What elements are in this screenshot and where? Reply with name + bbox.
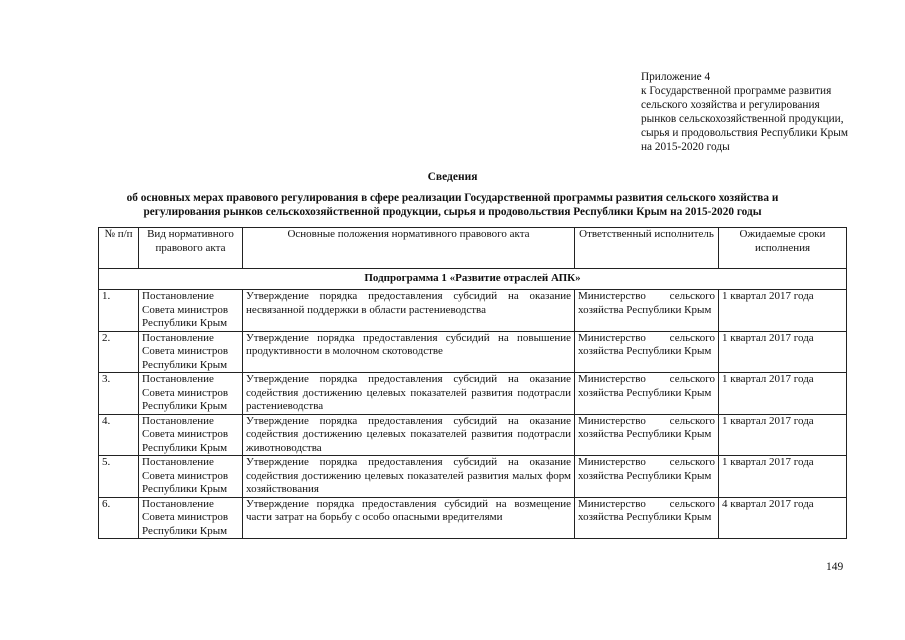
row-executor: Министерство сельского хозяйства Республики Крым xyxy=(575,290,719,332)
row-deadline: 1 квартал 2017 года xyxy=(719,373,847,415)
row-act-type: Постановление Совета министров Республики Крым xyxy=(139,497,243,539)
row-content: Утверждение порядка предоставления субсидий на оказание содействия достижению целевых показателей развития малых форм хозяйствования xyxy=(243,456,575,498)
row-content: Утверждение порядка предоставления субсидий на оказание содействия достижению целевых показателей развития подотрасли растениеводства xyxy=(243,373,575,415)
row-num: 6. xyxy=(99,497,139,539)
header-act-type: Вид нормативного правового акта xyxy=(139,228,243,269)
row-num: 2. xyxy=(99,331,139,373)
appendix-line: рынков сельскохозяйственной продукции, xyxy=(641,113,844,125)
appendix-line: сельского хозяйства и регулирования xyxy=(641,99,820,111)
row-deadline: 1 квартал 2017 года xyxy=(719,331,847,373)
table-header-row xyxy=(99,228,847,269)
row-num: 3. xyxy=(99,373,139,415)
row-executor: Министерство сельского хозяйства Республики Крым xyxy=(575,456,719,498)
row-act-type: Постановление Совета министров Республики Крым xyxy=(139,414,243,456)
row-deadline: 1 квартал 2017 года xyxy=(719,414,847,456)
row-deadline: 4 квартал 2017 года xyxy=(719,497,847,539)
row-content: Утверждение порядка предоставления субсидий на повышение продуктивности в молочном скотоводстве xyxy=(243,331,575,373)
row-content: Утверждение порядка предоставления субсидий на оказание несвязанной поддержки в области растениеводства xyxy=(243,290,575,332)
row-act-type: Постановление Совета министров Республики Крым xyxy=(139,373,243,415)
table-row xyxy=(99,290,847,332)
row-deadline: 1 квартал 2017 года xyxy=(719,290,847,332)
appendix-line: к Государственной программе развития xyxy=(641,85,832,97)
row-act-type: Постановление Совета министров Республики Крым xyxy=(139,456,243,498)
row-num: 5. xyxy=(99,456,139,498)
header-content: Основные положения нормативного правового акта xyxy=(243,228,575,269)
row-deadline: 1 квартал 2017 года xyxy=(719,456,847,498)
row-executor: Министерство сельского хозяйства Республики Крым xyxy=(575,331,719,373)
table-row xyxy=(99,456,847,498)
table-row xyxy=(99,373,847,415)
appendix-line: Приложение 4 xyxy=(641,71,711,83)
table-row xyxy=(99,414,847,456)
document-title: Сведения xyxy=(427,171,478,183)
row-content: Утверждение порядка предоставления субсидий на возмещение части затрат на борьбу с особо опасными вредителями xyxy=(243,497,575,539)
header-deadline: Ожидаемые сроки исполнения xyxy=(719,228,847,269)
header-num: № п/п xyxy=(99,228,139,269)
subprogram-title: Подпрограмма 1 «Развитие отраслей АПК» xyxy=(99,269,847,290)
table-row xyxy=(99,331,847,373)
appendix-line: сырья и продовольствия Республики Крым xyxy=(641,127,849,139)
header-executor: Ответственный исполнитель xyxy=(575,228,719,269)
subtitle-line-2: регулирования рынков сельскохозяйственной продукции, сырья и продовольствия Республики Крым на 2015-2020 годы xyxy=(143,206,762,218)
row-executor: Министерство сельского хозяйства Республики Крым xyxy=(575,373,719,415)
row-num: 1. xyxy=(99,290,139,332)
measures-table xyxy=(98,227,847,539)
appendix-line: на 2015-2020 годы xyxy=(641,141,730,153)
document-subtitle xyxy=(60,191,845,219)
row-content: Утверждение порядка предоставления субсидий на оказание содействия достижению целевых показателей развития подотрасли животноводства xyxy=(243,414,575,456)
table-row xyxy=(99,497,847,539)
subtitle-line-1: об основных мерах правового регулирования в сфере реализации Государственной программы развития сельского хозяйства и xyxy=(126,192,779,204)
appendix-note xyxy=(641,70,891,154)
row-act-type: Постановление Совета министров Республики Крым xyxy=(139,290,243,332)
row-executor: Министерство сельского хозяйства Республики Крым xyxy=(575,497,719,539)
row-executor: Министерство сельского хозяйства Республики Крым xyxy=(575,414,719,456)
page-number: 149 xyxy=(826,561,844,573)
subprogram-row xyxy=(99,269,847,290)
row-num: 4. xyxy=(99,414,139,456)
row-act-type: Постановление Совета министров Республики Крым xyxy=(139,331,243,373)
